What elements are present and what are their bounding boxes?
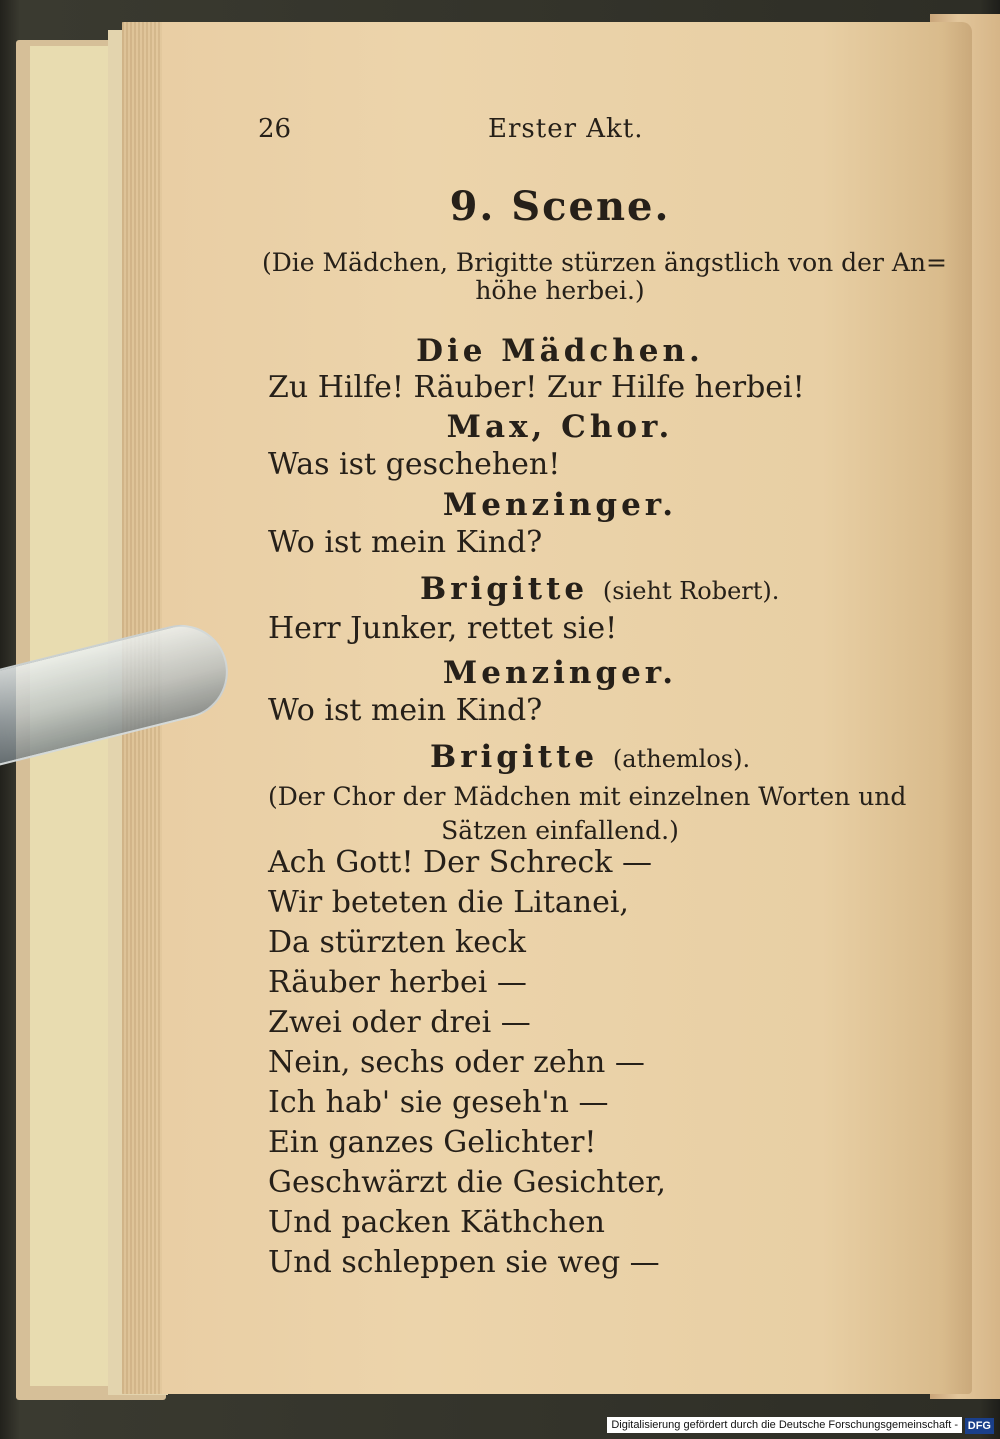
verse-line: Herr Junker, rettet sie! — [268, 611, 618, 646]
speaker-heading: Menzinger. — [442, 655, 678, 691]
verse-line: Zwei oder drei — — [268, 1005, 531, 1040]
digitization-credit: Digitalisierung gefördert durch die Deutsche Forschungsgemeinschaft - — [607, 1417, 962, 1433]
verse-line: Räuber herbei — — [268, 965, 527, 1000]
speaker-direction: (athemlos). — [612, 745, 751, 773]
speaker-direction: (sieht Robert). — [602, 577, 780, 605]
stage-direction-line1: (Der Chor der Mädchen mit einzelnen Worten und — [268, 782, 907, 811]
verse-line: Wo ist mein Kind? — [268, 525, 543, 560]
verse-line: Da stürzten keck — [268, 925, 526, 960]
verse-line: Ein ganzes Gelichter! — [268, 1125, 597, 1160]
verse-line: Ich hab' sie geseh'n — — [268, 1085, 609, 1120]
verse-line: Geschwärzt die Gesichter, — [268, 1165, 666, 1200]
verse-line: Nein, sechs oder zehn — — [268, 1045, 645, 1080]
speaker-heading — [430, 740, 750, 774]
speaker-heading: Max, Chor. — [446, 409, 674, 445]
speaker-heading: Die Mädchen. — [416, 333, 704, 369]
verse-line: Und schleppen sie weg — — [268, 1245, 660, 1280]
scene-title: 9. Scene. — [449, 183, 671, 230]
verse-line: Wo ist mein Kind? — [268, 693, 543, 728]
verse-line: Wir beteten die Litanei, — [268, 885, 629, 920]
stage-direction-line2: höhe herbei.) — [475, 276, 645, 305]
verse-line: Zu Hilfe! Räuber! Zur Hilfe herbei! — [268, 370, 805, 405]
speaker-heading: Menzinger. — [442, 487, 678, 523]
verse-line: Ach Gott! Der Schreck — — [268, 845, 653, 880]
dfg-logo: DFG — [965, 1418, 994, 1434]
speaker-name: Brigitte — [430, 739, 599, 775]
speaker-heading — [420, 572, 779, 606]
verse-line: Und packen Käthchen — [268, 1205, 605, 1240]
speaker-name: Brigitte — [420, 571, 589, 607]
running-title: Erster Akt. — [488, 114, 644, 144]
stage-direction-line2: Sätzen einfallend.) — [441, 816, 679, 845]
page-number: 26 — [258, 114, 292, 144]
verse-line: Was ist geschehen! — [268, 447, 561, 482]
stage-direction-line1: (Die Mädchen, Brigitte stürzen ängstlich von der An= — [262, 248, 947, 277]
